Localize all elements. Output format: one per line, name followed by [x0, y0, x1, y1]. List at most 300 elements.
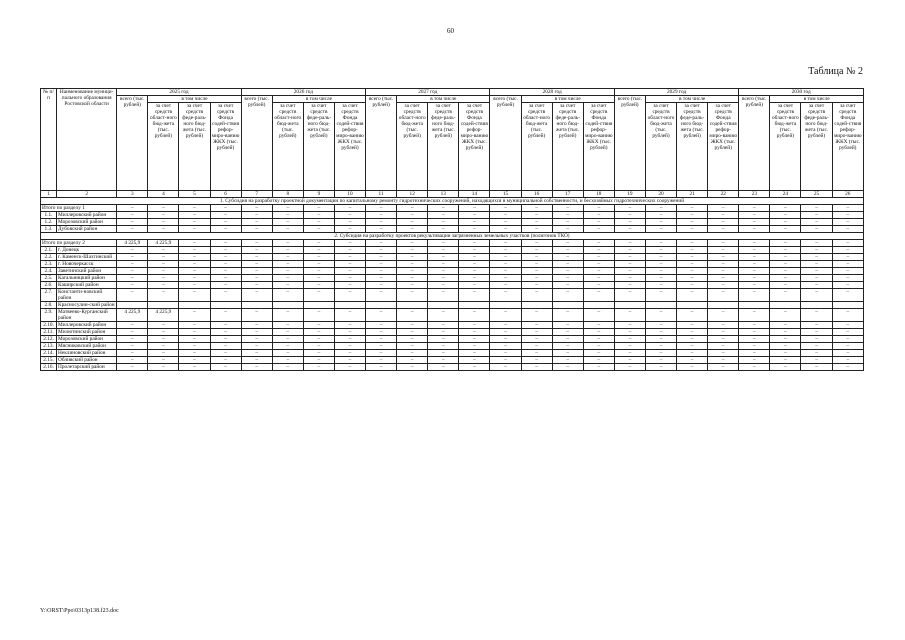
cell-value [832, 302, 863, 309]
cell-value: – [832, 343, 863, 350]
header-federal: за счет средств феде-раль-ного бюд-жета (тыс. рублей) [303, 103, 334, 191]
cell-value: – [614, 226, 645, 233]
cell-value: – [459, 219, 490, 226]
cell-value: – [552, 254, 583, 261]
cell-value: – [303, 322, 334, 329]
cell-value [241, 302, 272, 309]
cell-value: – [397, 268, 428, 275]
cell-value: – [366, 289, 397, 302]
row-number: 2.12. [41, 336, 57, 343]
cell-value: – [801, 261, 832, 268]
cell-value: – [459, 240, 490, 247]
cell-value: – [552, 240, 583, 247]
cell-value: – [770, 343, 801, 350]
cell-value: – [397, 350, 428, 357]
table-row [41, 302, 864, 309]
header-total: всего (тыс. рублей) [490, 96, 521, 191]
cell-value: – [366, 282, 397, 289]
cell-value: – [801, 254, 832, 261]
cell-value: – [770, 254, 801, 261]
cell-value: – [366, 343, 397, 350]
cell-value: – [397, 343, 428, 350]
cell-value: – [241, 282, 272, 289]
column-number: 5 [179, 191, 210, 198]
row-name: Неклиновский район [57, 350, 117, 357]
cell-regional-2025: – [148, 275, 179, 282]
cell-value: – [677, 275, 708, 282]
cell-value: – [428, 357, 459, 364]
header-total: всего (тыс. рублей) [366, 96, 397, 191]
row-name: Обливский район [57, 357, 117, 364]
table-row [41, 226, 864, 233]
cell-value: – [334, 212, 365, 219]
cell-value: – [459, 343, 490, 350]
cell-value: – [490, 350, 521, 357]
cell-value: – [179, 322, 210, 329]
header-federal: за счет средств феде-раль-ного бюд-жета (тыс. рублей) [428, 103, 459, 191]
cell-value: – [801, 247, 832, 254]
cell-value: – [241, 336, 272, 343]
cell-value: – [645, 350, 676, 357]
cell-regional-2025: – [148, 268, 179, 275]
cell-total-2025: – [117, 350, 148, 357]
cell-value: – [397, 282, 428, 289]
cell-value: – [832, 254, 863, 261]
cell-value: – [428, 329, 459, 336]
cell-value: – [366, 350, 397, 357]
cell-value: – [490, 322, 521, 329]
cell-value: – [583, 336, 614, 343]
cell-value: – [272, 309, 303, 322]
cell-total-2025: – [117, 219, 148, 226]
header-regional: за счет средств област-ного бюд-жета (тыс. рублей) [272, 103, 303, 191]
cell-value: – [241, 275, 272, 282]
row-number: 2.14. [41, 350, 57, 357]
row-name: Матвеево-Курганский район [57, 309, 117, 322]
header-federal: за счет средств феде-раль-ного бюд-жета (тыс. рублей) [677, 103, 708, 191]
cell-value: – [770, 268, 801, 275]
row-name: Кагальницкий район [57, 275, 117, 282]
header-federal: за счет средств феде-раль-ного бюд-жета (тыс. рублей) [179, 103, 210, 191]
cell-regional-2025: – [148, 364, 179, 371]
cell-value: – [614, 282, 645, 289]
cell-value [303, 302, 334, 309]
cell-value: – [397, 247, 428, 254]
cell-value: – [397, 219, 428, 226]
header-fund: за счет средств Фонда содей-ствия рефор-миро-ванию ЖКХ (тыс. рублей) [583, 103, 614, 191]
column-number: 11 [366, 191, 397, 198]
cell-value: – [552, 336, 583, 343]
table-row [41, 350, 864, 357]
column-number: 8 [272, 191, 303, 198]
cell-total-2025: – [117, 275, 148, 282]
cell-value: – [770, 336, 801, 343]
cell-value: – [583, 350, 614, 357]
cell-value [521, 302, 552, 309]
cell-value: – [614, 219, 645, 226]
cell-value: – [428, 226, 459, 233]
cell-value: – [708, 268, 739, 275]
cell-value: – [210, 309, 241, 322]
cell-value: – [334, 254, 365, 261]
cell-value: – [832, 205, 863, 212]
cell-value: – [521, 261, 552, 268]
cell-value: – [739, 289, 770, 302]
cell-value: – [334, 343, 365, 350]
cell-value: – [179, 275, 210, 282]
cell-value: – [241, 268, 272, 275]
cell-value: – [708, 205, 739, 212]
header-including: в том числе [397, 96, 490, 103]
cell-value: – [521, 275, 552, 282]
cell-value: – [459, 226, 490, 233]
cell-value: – [428, 364, 459, 371]
cell-value: – [397, 289, 428, 302]
cell-value: – [832, 247, 863, 254]
cell-value: – [770, 357, 801, 364]
cell-value: – [739, 343, 770, 350]
cell-value: – [583, 254, 614, 261]
cell-value: – [708, 357, 739, 364]
cell-value: – [459, 309, 490, 322]
row-number: 2.8. [41, 302, 57, 309]
cell-value: – [459, 329, 490, 336]
cell-total-2025: – [117, 212, 148, 219]
cell-value: – [490, 336, 521, 343]
cell-value: – [428, 268, 459, 275]
column-number: 15 [490, 191, 521, 198]
cell-value: – [552, 322, 583, 329]
row-name: Красносулин-ский район [57, 302, 117, 309]
cell-value: – [459, 350, 490, 357]
table-row [41, 282, 864, 289]
cell-value: – [801, 282, 832, 289]
cell-value: – [708, 282, 739, 289]
header-row-years [41, 89, 864, 96]
cell-value: – [334, 309, 365, 322]
cell-value: – [490, 254, 521, 261]
cell-value: – [801, 289, 832, 302]
cell-value: – [303, 336, 334, 343]
cell-value: – [583, 261, 614, 268]
cell-value: – [770, 364, 801, 371]
cell-regional-2025: – [148, 282, 179, 289]
cell-value: – [210, 247, 241, 254]
cell-value: – [552, 282, 583, 289]
cell-value: – [303, 329, 334, 336]
cell-value: – [708, 226, 739, 233]
cell-value: – [614, 329, 645, 336]
cell-value: – [645, 364, 676, 371]
cell-value: – [832, 226, 863, 233]
cell-value [490, 302, 521, 309]
column-number: 14 [459, 191, 490, 198]
cell-value: – [552, 268, 583, 275]
cell-value: – [521, 309, 552, 322]
cell-value: – [739, 322, 770, 329]
cell-value: – [552, 275, 583, 282]
cell-value: – [677, 282, 708, 289]
cell-value: – [770, 350, 801, 357]
cell-value: – [614, 343, 645, 350]
row-number: 2.4. [41, 268, 57, 275]
cell-value: – [210, 282, 241, 289]
section-title: 1. Субсидия на разработку проектной документации по капитальному ремонту гидротехнических сооружений, находящихся в муниципальной собственности, и бесхозяйных гидротехнических сооружений [41, 198, 864, 205]
column-number: 10 [334, 191, 365, 198]
cell-regional-2025: – [148, 322, 179, 329]
table-row [41, 254, 864, 261]
cell-value: – [210, 219, 241, 226]
column-numbers-row [41, 191, 864, 198]
header-name: Наименование муници-пального образования Ростовской области [57, 89, 117, 191]
section-title-row [41, 198, 864, 205]
cell-value: – [708, 329, 739, 336]
row-number: 2.3. [41, 261, 57, 268]
cell-value [770, 302, 801, 309]
cell-regional-2025: – [148, 350, 179, 357]
cell-value: – [428, 240, 459, 247]
cell-value: – [241, 219, 272, 226]
row-number: 1.3. [41, 226, 57, 233]
cell-value: – [272, 226, 303, 233]
cell-value: – [552, 364, 583, 371]
cell-value: – [739, 309, 770, 322]
cell-value: – [366, 364, 397, 371]
cell-value: – [303, 350, 334, 357]
cell-value: – [179, 350, 210, 357]
cell-value: – [770, 289, 801, 302]
header-regional: за счет средств област-ного бюд-жета (тыс. рублей) [645, 103, 676, 191]
header-fund: за счет средств Фонда содей-ствия рефор-миро-ванию ЖКХ (тыс. рублей) [210, 103, 241, 191]
cell-value: – [428, 289, 459, 302]
page-number: 60 [447, 27, 454, 35]
cell-value: – [552, 247, 583, 254]
cell-value: – [677, 309, 708, 322]
cell-value: – [303, 289, 334, 302]
cell-value: – [708, 212, 739, 219]
cell-regional-2025 [148, 302, 179, 309]
cell-value: – [552, 289, 583, 302]
cell-value: – [521, 219, 552, 226]
cell-value: – [645, 254, 676, 261]
row-name: Миллеровский район [57, 212, 117, 219]
cell-value: – [303, 205, 334, 212]
cell-value: – [552, 309, 583, 322]
cell-regional-2025: – [148, 205, 179, 212]
cell-value: – [303, 226, 334, 233]
cell-value: – [521, 205, 552, 212]
cell-value: – [521, 268, 552, 275]
row-name: г. Каменск-Шахтинский [57, 254, 117, 261]
cell-total-2025: – [117, 268, 148, 275]
cell-value: – [241, 289, 272, 302]
cell-value: – [708, 350, 739, 357]
cell-value: – [708, 254, 739, 261]
cell-value: – [739, 350, 770, 357]
column-number: 18 [583, 191, 614, 198]
cell-value: – [583, 205, 614, 212]
cell-value: – [583, 240, 614, 247]
table-row [41, 268, 864, 275]
cell-value: – [832, 336, 863, 343]
cell-total-2025: – [117, 357, 148, 364]
table-row [41, 275, 864, 282]
cell-value: – [739, 247, 770, 254]
cell-value: – [303, 357, 334, 364]
cell-value: – [801, 240, 832, 247]
cell-value: – [832, 322, 863, 329]
header-row-including [41, 96, 864, 103]
table-row [41, 219, 864, 226]
cell-value: – [241, 226, 272, 233]
cell-value: – [739, 357, 770, 364]
section-total-row [41, 240, 864, 247]
cell-value: – [490, 343, 521, 350]
cell-value: – [832, 268, 863, 275]
cell-value: – [832, 275, 863, 282]
cell-value: – [210, 268, 241, 275]
cell-value: – [272, 357, 303, 364]
cell-value: – [677, 289, 708, 302]
cell-value: – [770, 275, 801, 282]
cell-value: – [739, 219, 770, 226]
cell-value: – [739, 226, 770, 233]
cell-value: – [583, 275, 614, 282]
cell-value: – [428, 261, 459, 268]
cell-value: – [832, 212, 863, 219]
cell-value: – [366, 329, 397, 336]
cell-value: – [490, 364, 521, 371]
cell-value: – [583, 357, 614, 364]
header-including: в том числе [521, 96, 614, 103]
header-including: в том числе [645, 96, 738, 103]
cell-value: – [428, 254, 459, 261]
row-name: г. Донецк [57, 247, 117, 254]
column-number: 23 [739, 191, 770, 198]
row-number: 2.11. [41, 329, 57, 336]
cell-value: – [210, 275, 241, 282]
column-number: 9 [303, 191, 334, 198]
cell-value: – [179, 268, 210, 275]
header-year: 2030 год [739, 89, 864, 96]
cell-value: – [645, 336, 676, 343]
cell-value: – [272, 275, 303, 282]
cell-value: – [303, 275, 334, 282]
row-number: 2.7. [41, 289, 57, 302]
cell-value: – [521, 247, 552, 254]
cell-value: – [397, 336, 428, 343]
cell-value: – [210, 336, 241, 343]
cell-value: – [583, 322, 614, 329]
section-title: 2. Субсидия на разработку проектов рекультивации загрязненных земельных участков (полигонов ТКО) [41, 233, 864, 240]
cell-value: – [739, 268, 770, 275]
cell-value: – [334, 240, 365, 247]
cell-value: – [241, 240, 272, 247]
cell-value [366, 302, 397, 309]
cell-value: – [459, 322, 490, 329]
cell-value: – [366, 322, 397, 329]
cell-value: – [770, 205, 801, 212]
cell-value: – [179, 219, 210, 226]
header-fund: за счет средств Фонда содей-ствия рефор-миро-ванию ЖКХ (тыс. рублей) [708, 103, 739, 191]
cell-value: – [645, 282, 676, 289]
cell-value: – [210, 261, 241, 268]
cell-value: – [334, 364, 365, 371]
cell-value: – [334, 205, 365, 212]
cell-value: – [708, 261, 739, 268]
cell-value: – [801, 205, 832, 212]
row-name: Дубовский район [57, 226, 117, 233]
cell-regional-2025: – [148, 289, 179, 302]
cell-value: – [334, 329, 365, 336]
cell-value: – [521, 212, 552, 219]
cell-value [210, 302, 241, 309]
cell-value: – [614, 309, 645, 322]
cell-value: – [832, 329, 863, 336]
table-row [41, 343, 864, 350]
cell-total-2025: – [117, 205, 148, 212]
cell-value: – [179, 212, 210, 219]
cell-value: – [552, 205, 583, 212]
cell-value: – [210, 350, 241, 357]
column-number: 16 [521, 191, 552, 198]
cell-value: – [801, 364, 832, 371]
cell-value: – [801, 309, 832, 322]
cell-value: – [303, 343, 334, 350]
cell-value: – [677, 240, 708, 247]
row-name: Морозовский район [57, 336, 117, 343]
header-regional: за счет средств област-ного бюд-жета (тыс. рублей) [397, 103, 428, 191]
cell-value: – [583, 282, 614, 289]
cell-value: – [303, 261, 334, 268]
row-name: Заветинский район [57, 268, 117, 275]
cell-value: – [366, 275, 397, 282]
header-year: 2025 год [117, 89, 241, 96]
cell-value: – [645, 219, 676, 226]
table-row [41, 309, 864, 322]
row-name: Итого по разделу 1 [41, 205, 117, 212]
column-number: 2 [57, 191, 117, 198]
cell-value: – [708, 309, 739, 322]
cell-value [677, 302, 708, 309]
row-number: 2.9. [41, 309, 57, 322]
cell-value: – [739, 329, 770, 336]
cell-total-2025: – [117, 336, 148, 343]
cell-value: – [366, 357, 397, 364]
cell-total-2025: 4 225,9 [117, 240, 148, 247]
section-title-row [41, 233, 864, 240]
cell-value [708, 302, 739, 309]
cell-value: – [552, 226, 583, 233]
cell-value [334, 302, 365, 309]
cell-total-2025: – [117, 364, 148, 371]
header-federal: за счет средств феде-раль-ного бюд-жета (тыс. рублей) [801, 103, 832, 191]
cell-value: – [272, 282, 303, 289]
cell-value: – [490, 212, 521, 219]
cell-value: – [459, 282, 490, 289]
cell-value: – [428, 282, 459, 289]
cell-value: – [801, 329, 832, 336]
cell-regional-2025: – [148, 212, 179, 219]
table-row [41, 357, 864, 364]
cell-total-2025: – [117, 254, 148, 261]
row-name: Пролетарский район [57, 364, 117, 371]
cell-value: – [303, 254, 334, 261]
header-including: в том числе [770, 96, 864, 103]
header-year: 2028 год [490, 89, 614, 96]
cell-value: – [770, 219, 801, 226]
column-number: 6 [210, 191, 241, 198]
